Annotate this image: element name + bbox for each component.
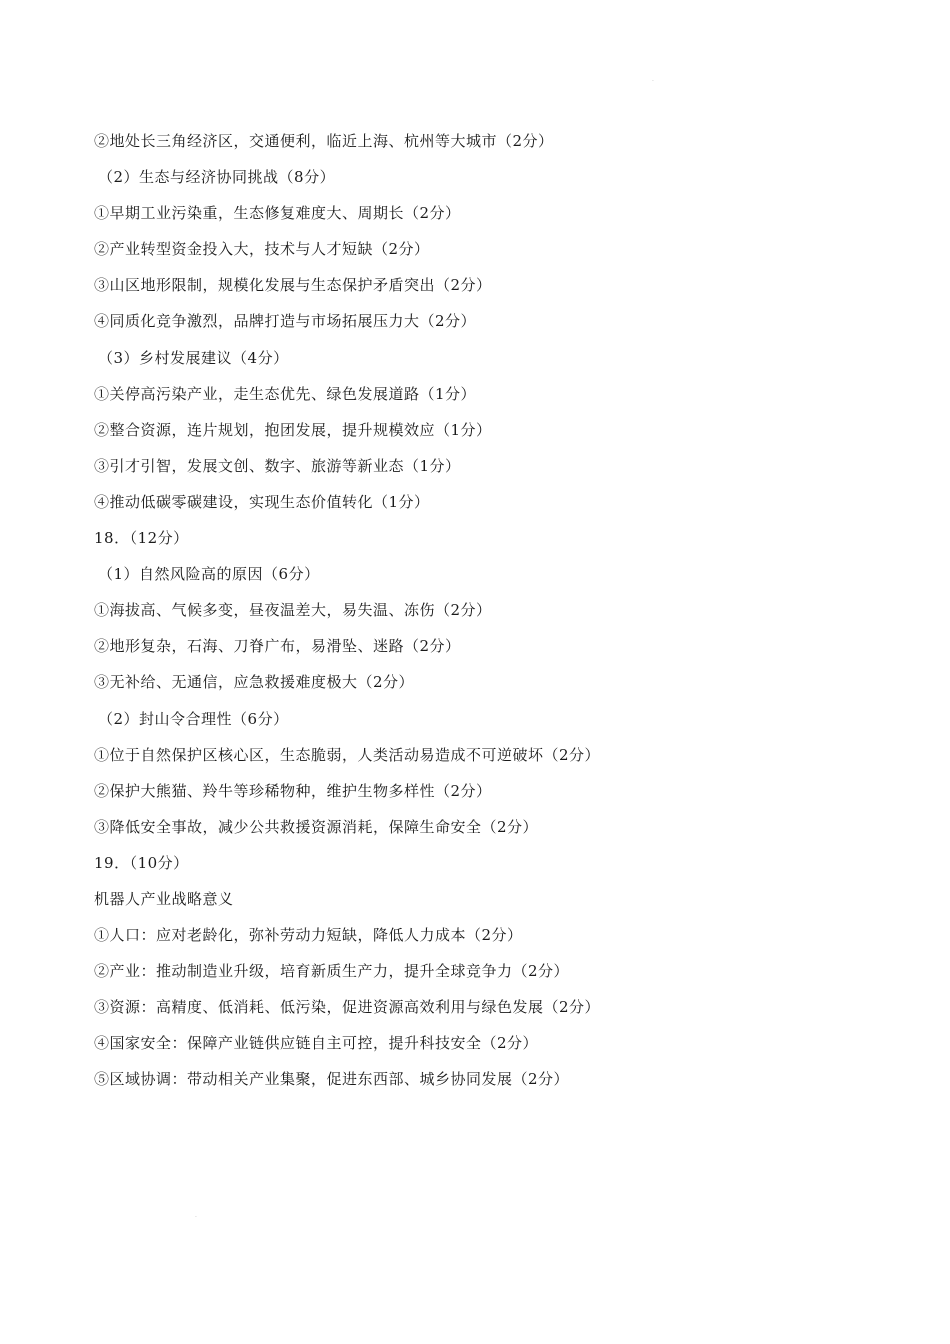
question-number: 18．（12分） [94, 529, 189, 548]
answer-line: ②保护大熊猫、羚牛等珍稀物种，维护生物多样性（2分） [94, 781, 492, 800]
answer-line: ①海拔高、气候多变，昼夜温差大，易失温、冻伤（2分） [94, 601, 492, 620]
answer-line: ②地处长三角经济区，交通便利，临近上海、杭州等大城市（2分） [94, 132, 554, 150]
answer-line: ④推动低碳零碳建设，实现生态价值转化（1分） [94, 492, 430, 511]
answer-line: ②产业转型资金投入大，技术与人才短缺（2分） [94, 240, 430, 259]
section-heading: （3）乡村发展建议（4分） [98, 348, 289, 367]
page-mark-top: · [652, 78, 654, 85]
answer-content [94, 126, 874, 1101]
answer-line: ②产业：推动制造业升级，培育新质生产力，提升全球竞争力（2分） [94, 962, 570, 981]
answer-line: ①关停高污染产业，走生态优先、绿色发展道路（1分） [94, 384, 477, 403]
answer-line: ③无补给、无通信，应急救援难度极大（2分） [94, 673, 415, 692]
answer-line: ①人口：应对老龄化，弥补劳动力短缺，降低人力成本（2分） [94, 926, 523, 945]
answer-line: ③山区地形限制，规模化发展与生态保护矛盾突出（2分） [94, 276, 492, 295]
answer-line: ④国家安全：保障产业链供应链自主可控，提升科技安全（2分） [94, 1034, 539, 1053]
answer-line: ②地形复杂，石海、刀脊广布，易滑坠、迷路（2分） [94, 637, 461, 656]
question-number: 19．（10分） [94, 853, 189, 872]
answer-line: ②整合资源，连片规划，抱团发展，提升规模效应（1分） [94, 420, 492, 439]
answer-line: ④同质化竞争激烈，品牌打造与市场拓展压力大（2分） [94, 312, 477, 331]
answer-line: ③引才引智，发展文创、数字、旅游等新业态（1分） [94, 456, 461, 475]
answer-line: ①位于自然保护区核心区，生态脆弱，人类活动易造成不可逆破坏（2分） [94, 745, 601, 764]
answer-line: ③降低安全事故，减少公共救援资源消耗，保障生命安全（2分） [94, 817, 539, 836]
section-heading: （2）封山令合理性（6分） [98, 709, 289, 728]
topic-heading: 机器人产业战略意义 [94, 889, 234, 908]
page-mark-bottom: · [195, 1214, 197, 1221]
section-heading: （1）自然风险高的原因（6分） [98, 565, 320, 584]
answer-line: ①早期工业污染重，生态修复难度大、周期长（2分） [94, 204, 461, 223]
section-heading: （2）生态与经济协同挑战（8分） [98, 168, 336, 187]
answer-line: ⑤区域协调：带动相关产业集聚，促进东西部、城乡协同发展（2分） [94, 1070, 570, 1089]
answer-line: ③资源：高精度、低消耗、低污染，促进资源高效利用与绿色发展（2分） [94, 998, 601, 1017]
